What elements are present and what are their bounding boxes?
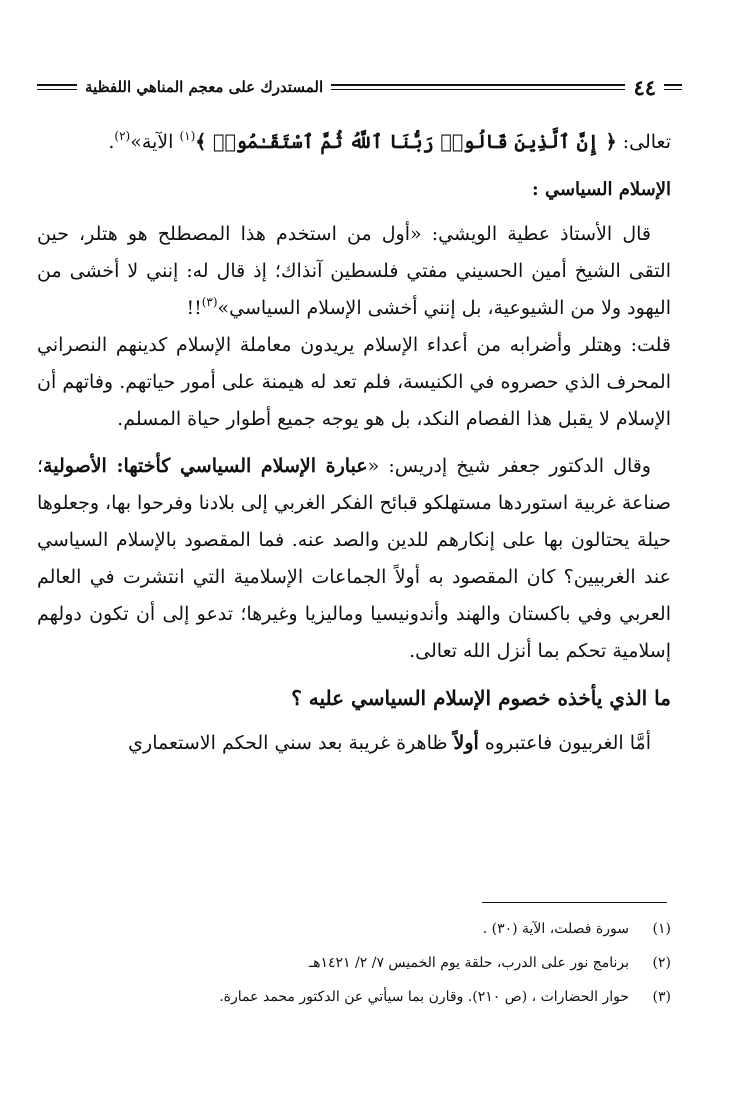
paragraph-text: قلت: وهتلر وأضرابه من أعداء الإسلام يريدون معاملة الإسلام كدينهم النصراني المحرف الذي حصروه في الكنيسة، فلم تعد له هيمنة على أمور حياتهم. وفاتهم أن الإسلام لا يقبل هذا الفصام النكد، بل هو يوجه جميع أطوار حياة المسلم. <box>37 334 671 430</box>
footnote-ref-3[interactable]: (٣) <box>201 295 218 309</box>
page-number: ٤٤ <box>633 74 656 100</box>
footnote-number: (٣) <box>652 989 671 1005</box>
header-rule-left <box>37 84 77 90</box>
verse-prefix: تعالى: <box>616 131 671 153</box>
running-title: المستدرك على معجم المناهي اللفظية <box>85 78 324 96</box>
quran-verse: ﴿ إِنَّ ٱلَّذِينَ قَالُوا۟ رَبُّنَا ٱللَّهُ ثُمَّ ٱسْتَقَـٰمُوا۟ ﴾ <box>195 131 617 153</box>
running-header <box>37 72 682 102</box>
footnote-ref-2[interactable]: (٢) <box>114 129 131 143</box>
verse-suffix: الآية» <box>130 131 180 153</box>
footnotes <box>100 912 671 1014</box>
verse-line <box>37 124 671 161</box>
section-heading-question: ما الذي يأخذه خصوم الإسلام السياسي عليه ؟ <box>291 686 671 710</box>
header-rule-right <box>664 84 682 90</box>
paragraph-wishi-quote <box>37 216 671 438</box>
footnote-text: برنامج نور على الدرب، حلقة يوم الخميس ٧/ ٢/ ١٤٢١هـ <box>309 955 629 971</box>
paragraph-idris-quote <box>37 448 671 670</box>
footnote-separator <box>482 902 667 903</box>
paragraph-text: قال الأستاذ عطية الويشي: «أول من استخدم هذا المصطلح هو هتلر، حين التقى الشيخ أمين الحسيني مفتي فلسطين آنذاك؛ إذ قال له: إنني لا أخشى من اليهود ولا من الشيوعية، بل إنني أخشى الإسلام السياسي» <box>37 223 671 319</box>
footnote-item <box>100 946 671 980</box>
paragraph-text: ظاهرة غريبة بعد سني الحكم الاستعماري <box>128 732 454 754</box>
paragraph-text: وقال الدكتور جعفر شيخ إدريس: « <box>367 455 651 477</box>
section-heading-political-islam: الإسلام السياسي : <box>532 179 671 200</box>
footnote-item <box>100 912 671 946</box>
verse-end: . <box>108 131 115 153</box>
paragraph-end: !! <box>186 297 202 319</box>
footnote-number: (١) <box>652 921 671 937</box>
main-text <box>37 124 671 772</box>
footnote-item <box>100 980 671 1014</box>
footnote-ref-1[interactable]: (١) <box>179 129 196 143</box>
footnote-number: (٢) <box>652 955 671 971</box>
paragraph-text: ؛ صناعة غربية استوردها مستهلكو قبائح الفكر الغربي إلى بلادنا وفرحوا بها، وجعلوها حيلة يحتالون بها على إنكارهم للدين والصد عنه. فما المقصود بالإسلام السياسي عند الغربيين؟ كان المقصود به أولاً الجماعات الإسلامية التي انتشرت في العالم العربي وفي باكستان والهند وأندونيسيا وماليزيا وغيرها؛ تدعو إلى أن تكون دولهم إسلامية تحكم بما أنزل الله تعالى. <box>37 455 671 662</box>
bold-word: أولاً <box>453 732 479 754</box>
footnote-text: سورة فصلت، الآية (٣٠) . <box>482 921 629 937</box>
header-rule-middle <box>331 84 625 90</box>
footnote-text: حوار الحضارات ، (ص ٢١٠). وقارن بما سيأتي عن الدكتور محمد عمارة. <box>219 989 629 1005</box>
paragraph-westerners <box>37 725 671 762</box>
bold-phrase: عبارة الإسلام السياسي كأختها: الأصولية <box>43 455 368 477</box>
paragraph-text: أمَّا الغربيون فاعتبروه <box>478 732 651 754</box>
